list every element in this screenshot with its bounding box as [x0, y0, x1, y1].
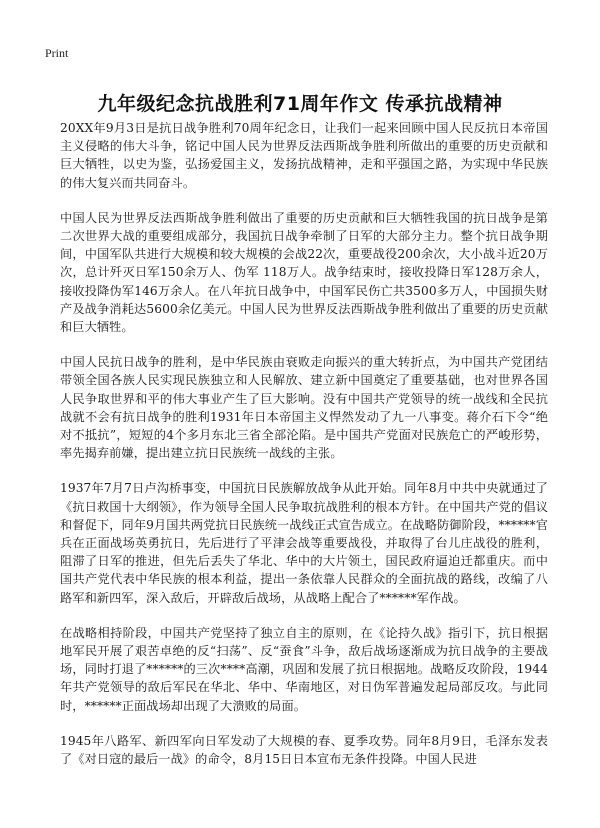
article-paragraph: 中国人民抗日战争的胜利，是中华民族由衰败走向振兴的重大转折点，为中国共产党团结带领全国各族人民实现民族独立和人民解放、建立新中国奠定了重要基础，也对世界各国人民争取世界和平的伟大事业产生了巨大影响。没有中国共产党领导的统一战线和全民抗战就不会有抗日战争的胜利1931年日本帝国主义悍然发动了九一八事变。蒋介石下令“绝对不抵抗”，短短的4个多月东北三省全部沦陷。是中国共产党面对民族危亡的严峻形势，率先揭弃前嫌，提出建立抗日民族统一战线的主张。	[60, 355, 548, 461]
article-body	[60, 119, 548, 785]
print-label[interactable]: Print	[45, 46, 69, 60]
article-paragraph: 1945年八路军、新四军向日军发动了大规模的春、夏季攻势。同年8月9日，毛泽东发表了《对日寇的最后一战》的命令，8月15日日本宣布无条件投降。中国人民进	[60, 733, 548, 767]
article-paragraph: 1937年7月7日卢沟桥事变，中国抗日民族解放战争从此开始。同年8月中共中央就通过了《抗日救国十大纲领》，作为领导全国人民争取抗战胜利的根本方针。在中国共产党的倡议和督促下，同年9月国共两党抗日民族统一战线正式宣告成立。在战略防御阶段，******官兵在正面战场英勇抗日，先后进行了平津会战等重要战役，并取得了台儿庄战役的胜利，阻滞了日军的推进，但先后丢失了华北、华中的大片领土，国民政府逼迫迁都重庆。而中国共产党代表中华民族的根本利益，提出一条依靠人民群众的全面抗战的路线，改编了八路军和新四军，深入敌后，开辟敌后战场，从战略上配合了******军作战。	[60, 481, 548, 605]
article-paragraph: 20XX年9月3日是抗日战争胜利70周年纪念日，让我们一起来回顾中国人民反抗日本帝国主义侵略的伟大斗争，铭记中国人民为世界反法西斯战争胜利所做出的重要的历史贡献和巨大牺牲，以史为鉴，弘扬爱国主义，发扬抗战精神，走和平强国之路，为实现中华民族的伟大复兴而共同奋斗。	[60, 121, 548, 190]
page-title: 九年级纪念抗战胜利71周年作文 传承抗战精神	[97, 92, 503, 115]
article-paragraph: 中国人民为世界反法西斯战争胜利做出了重要的历史贡献和巨大牺牲我国的抗日战争是第二次世界大战的重要组成部分，我国抗日战争牵制了日军的大部分主力。整个抗日战争期间，中国军队共进行大规模和较大规模的会战22次，重要战役200余次，大小战斗近20万次，总计歼灭日军150余万人、伪军 118万人。战争结束时，接收投降日军128万余人，接收投降伪军146万余人。在八年抗日战争中，中国军民伤亡共3500多万人，中国损失财产及战争消耗达5600余亿美元。中国人民为世界反法西斯战争胜利做出了重要的历史贡献和巨大牺牲。	[60, 210, 548, 335]
article-paragraph: 在战略相持阶段，中国共产党坚持了独立自主的原则，在《论持久战》指引下，抗日根据地军民开展了艰苦卓绝的反“扫荡”、反“蚕食”斗争，敌后战场逐渐成为抗日战争的主要战场，同时打退了******的三次****高潮，巩固和发展了抗日根据地。战略反攻阶段，1944年共产党领导的敌后军民在华北、华中、华南地区，对日伪军普遍发起局部反攻。与此同时，******正面战场却出现了大溃败的局面。	[60, 625, 548, 713]
